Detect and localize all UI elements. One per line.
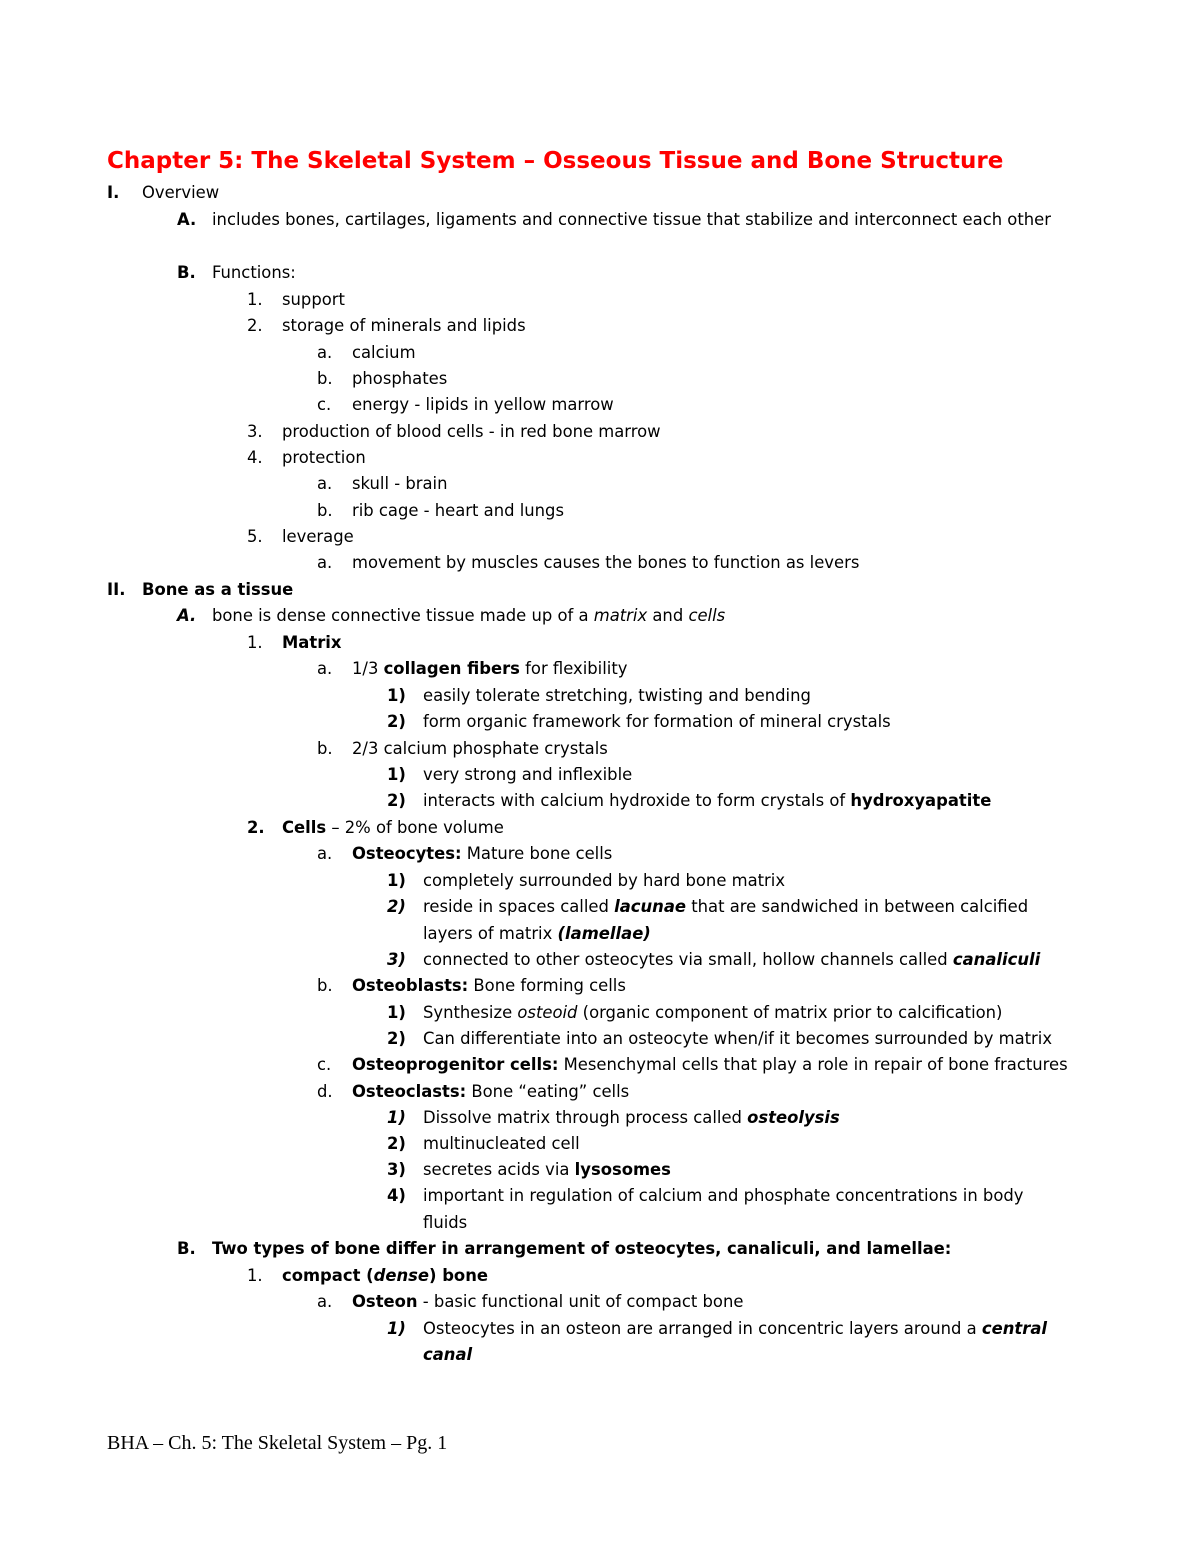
text-run: leverage bbox=[282, 527, 354, 546]
outline-marker: c. bbox=[317, 1055, 332, 1074]
text-run: completely surrounded by hard bone matrix bbox=[423, 871, 786, 890]
outline-text bbox=[282, 1263, 488, 1289]
text-run: fluids bbox=[423, 1213, 468, 1232]
text-run: osteoid bbox=[517, 1003, 578, 1022]
text-run: Can differentiate into an osteocyte when/if it becomes surrounded by matrix bbox=[423, 1029, 1053, 1048]
outline-text bbox=[423, 1210, 467, 1236]
text-run: skull - brain bbox=[352, 474, 448, 493]
outline-text bbox=[282, 313, 526, 339]
outline-text bbox=[352, 1079, 629, 1105]
outline-text bbox=[423, 1316, 1047, 1342]
text-run: (organic component of matrix prior to calcification) bbox=[577, 1003, 1003, 1022]
text-run: hydroxyapatite bbox=[850, 791, 992, 810]
outline-marker: 1. bbox=[247, 633, 263, 652]
text-run: Mature bone cells bbox=[461, 844, 613, 863]
text-run: Osteoblasts: bbox=[352, 976, 469, 995]
text-run: Overview bbox=[142, 183, 220, 202]
text-run: important in regulation of calcium and phosphate concentrations in body bbox=[423, 1186, 1024, 1205]
outline-text bbox=[212, 207, 1051, 233]
outline-marker: a. bbox=[317, 844, 333, 863]
text-run: phosphates bbox=[352, 369, 448, 388]
outline-marker: b. bbox=[317, 369, 333, 388]
outline-marker: a. bbox=[317, 343, 333, 362]
outline-marker: b. bbox=[317, 501, 333, 520]
text-run: Osteocytes in an osteon are arranged in concentric layers around a bbox=[423, 1319, 982, 1338]
outline-text bbox=[352, 550, 859, 576]
outline-text bbox=[352, 340, 416, 366]
outline-text bbox=[423, 709, 891, 735]
outline-marker: 2) bbox=[387, 1029, 406, 1048]
outline-text bbox=[423, 1157, 671, 1183]
outline-text bbox=[423, 868, 785, 894]
outline-marker: a. bbox=[317, 1292, 333, 1311]
outline-marker: a. bbox=[317, 659, 333, 678]
text-run: reside in spaces called bbox=[423, 897, 615, 916]
text-run: Bone “eating” cells bbox=[466, 1082, 630, 1101]
outline-marker: B. bbox=[177, 263, 196, 282]
outline-text bbox=[423, 1342, 472, 1368]
outline-text bbox=[282, 419, 661, 445]
outline-marker: 2. bbox=[247, 316, 263, 335]
outline-text bbox=[423, 894, 1028, 920]
outline-text bbox=[212, 603, 725, 629]
outline-marker: c. bbox=[317, 395, 332, 414]
text-run: and bbox=[647, 606, 689, 625]
text-run: – 2% of bone volume bbox=[326, 818, 504, 837]
text-run: layers of matrix bbox=[423, 924, 558, 943]
text-run: that are sandwiched in between calcified bbox=[686, 897, 1029, 916]
outline-text bbox=[282, 287, 345, 313]
text-run: storage of minerals and lipids bbox=[282, 316, 526, 335]
outline-marker: A. bbox=[177, 210, 197, 229]
text-run: Bone forming cells bbox=[468, 976, 626, 995]
text-run: Matrix bbox=[282, 633, 342, 652]
text-run: Osteon bbox=[352, 1292, 418, 1311]
outline-marker: B. bbox=[177, 1239, 196, 1258]
outline-text bbox=[423, 1183, 1023, 1209]
outline-marker: 4) bbox=[387, 1186, 406, 1205]
outline-marker: 2) bbox=[387, 1134, 406, 1153]
text-run: easily tolerate stretching, twisting and bending bbox=[423, 686, 811, 705]
outline-marker: 1) bbox=[387, 871, 406, 890]
text-run: very strong and inflexible bbox=[423, 765, 633, 784]
text-run: protection bbox=[282, 448, 366, 467]
text-run: for flexibility bbox=[519, 659, 628, 678]
outline-text bbox=[142, 180, 219, 206]
outline-text bbox=[423, 921, 651, 947]
text-run: production of blood cells - in red bone marrow bbox=[282, 422, 661, 441]
outline-marker: 1) bbox=[387, 1108, 406, 1127]
text-run: ) bone bbox=[429, 1266, 488, 1285]
outline-text bbox=[212, 1236, 951, 1262]
text-run: lysosomes bbox=[574, 1160, 671, 1179]
outline-text bbox=[423, 1026, 1052, 1052]
text-run: collagen fibers bbox=[383, 659, 520, 678]
text-run: support bbox=[282, 290, 345, 309]
outline-marker: 1) bbox=[387, 686, 406, 705]
outline-text bbox=[352, 1052, 1068, 1078]
outline-text bbox=[352, 736, 608, 762]
outline-text bbox=[423, 1105, 840, 1131]
outline-text bbox=[423, 762, 632, 788]
text-run: - basic functional unit of compact bone bbox=[417, 1292, 744, 1311]
outline-marker: 2) bbox=[387, 791, 406, 810]
text-run: form organic framework for formation of mineral crystals bbox=[423, 712, 891, 731]
outline-text bbox=[423, 947, 1040, 973]
outline-text bbox=[352, 498, 564, 524]
text-run: central bbox=[981, 1319, 1048, 1338]
text-run: Dissolve matrix through process called bbox=[423, 1108, 748, 1127]
outline-marker: 1. bbox=[247, 290, 263, 309]
outline-marker: 2) bbox=[387, 712, 406, 731]
text-run: movement by muscles causes the bones to function as levers bbox=[352, 553, 860, 572]
outline-text bbox=[423, 1131, 580, 1157]
outline-text bbox=[352, 656, 627, 682]
outline-text bbox=[423, 788, 991, 814]
text-run: Functions: bbox=[212, 263, 296, 282]
outline-text bbox=[282, 815, 504, 841]
text-run: Mesenchymal cells that play a role in repair of bone fractures bbox=[558, 1055, 1068, 1074]
outline-marker: 3) bbox=[387, 950, 406, 969]
text-run: Cells bbox=[282, 818, 327, 837]
outline-text bbox=[282, 630, 341, 656]
outline-marker: 1) bbox=[387, 1003, 406, 1022]
outline-text bbox=[352, 366, 447, 392]
text-run: 1/3 bbox=[352, 659, 384, 678]
text-run: Synthesize bbox=[423, 1003, 518, 1022]
outline-marker: 4. bbox=[247, 448, 263, 467]
outline-text bbox=[352, 392, 614, 418]
text-run: matrix bbox=[593, 606, 648, 625]
outline-marker: 1) bbox=[387, 1319, 406, 1338]
outline-text bbox=[142, 577, 293, 603]
text-run: energy - lipids in yellow marrow bbox=[352, 395, 614, 414]
outline-marker: 3) bbox=[387, 1160, 406, 1179]
text-run: connected to other osteocytes via small, hollow channels called bbox=[423, 950, 953, 969]
text-run: cells bbox=[688, 606, 726, 625]
outline-marker: d. bbox=[317, 1082, 333, 1101]
outline-marker: II. bbox=[107, 580, 126, 599]
text-run: calcium bbox=[352, 343, 416, 362]
text-run: bone is dense connective tissue made up of a bbox=[212, 606, 594, 625]
outline-marker: a. bbox=[317, 553, 333, 572]
outline-marker: b. bbox=[317, 976, 333, 995]
outline-marker: 1) bbox=[387, 765, 406, 784]
text-run: multinucleated cell bbox=[423, 1134, 580, 1153]
outline-text bbox=[352, 841, 612, 867]
text-run: compact ( bbox=[282, 1266, 374, 1285]
text-run: rib cage - heart and lungs bbox=[352, 501, 564, 520]
text-run: (lamellae) bbox=[557, 924, 651, 943]
outline-text bbox=[352, 471, 448, 497]
outline-marker: a. bbox=[317, 474, 333, 493]
outline-text bbox=[212, 260, 296, 286]
text-run: Two types of bone differ in arrangement of osteocytes, canaliculi, and lamellae: bbox=[212, 1239, 952, 1258]
page-footer: BHA – Ch. 5: The Skeletal System – Pg. 1 bbox=[107, 1432, 448, 1454]
outline-marker: 2) bbox=[387, 897, 406, 916]
text-run: 2/3 calcium phosphate crystals bbox=[352, 739, 608, 758]
outline-text bbox=[282, 524, 354, 550]
document-title: Chapter 5: The Skeletal System – Osseous Tissue and Bone Structure bbox=[107, 148, 1004, 174]
text-run: osteolysis bbox=[747, 1108, 840, 1127]
text-run: includes bones, cartilages, ligaments and connective tissue that stabilize and interconnect each other bbox=[212, 210, 1051, 229]
text-run: Osteocytes: bbox=[352, 844, 462, 863]
outline-text bbox=[423, 1000, 1002, 1026]
text-run: dense bbox=[373, 1266, 429, 1285]
outline-marker: b. bbox=[317, 739, 333, 758]
text-run: Bone as a tissue bbox=[142, 580, 294, 599]
outline-marker: 2. bbox=[247, 818, 265, 837]
text-run: Osteoclasts: bbox=[352, 1082, 467, 1101]
text-run: canal bbox=[423, 1345, 473, 1364]
outline-marker: I. bbox=[107, 183, 120, 202]
text-run: lacunae bbox=[614, 897, 687, 916]
text-run: Osteoprogenitor cells: bbox=[352, 1055, 559, 1074]
outline-text bbox=[352, 973, 626, 999]
outline-text bbox=[423, 683, 811, 709]
outline-marker: A. bbox=[177, 606, 197, 625]
outline-marker: 1. bbox=[247, 1266, 263, 1285]
outline-text bbox=[352, 1289, 743, 1315]
text-run: secretes acids via bbox=[423, 1160, 575, 1179]
text-run: interacts with calcium hydroxide to form crystals of bbox=[423, 791, 851, 810]
text-run: canaliculi bbox=[952, 950, 1041, 969]
outline-marker: 3. bbox=[247, 422, 263, 441]
outline-marker: 5. bbox=[247, 527, 263, 546]
outline-text bbox=[282, 445, 366, 471]
